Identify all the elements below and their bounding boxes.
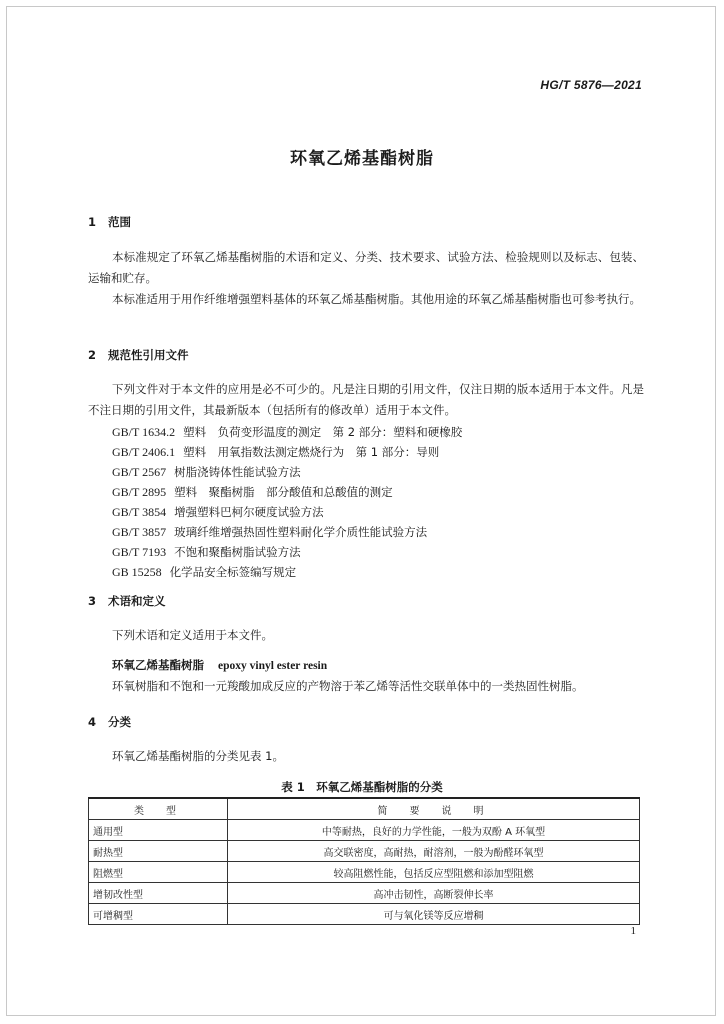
cell-description: 高交联密度，高耐热，耐溶剂，一般为酚醛环氧型 [228,841,640,862]
cell-type: 增韧改性型 [89,883,228,904]
reference-item [112,502,462,522]
document-title: 环氧乙烯基酯树脂 [290,149,434,169]
section-2-intro: 下列文件对于本文件的应用是必不可少的。凡是注日期的引用文件，仅注日期的版本适用于本文件。凡是不注日期的引用文件，其最新版本（包括所有的修改单）适用于本文件。 [88,382,644,417]
reference-title: 塑料 负荷变形温度的测定 第 2 部分：塑料和硬橡胶 [183,425,463,439]
reference-title: 树脂浇铸体性能试验方法 [174,465,301,479]
section-2-heading [88,347,189,363]
term-definition: 环氧树脂和不饱和一元羧酸加成反应的产物溶于苯乙烯等活性交联单体中的一类热固性树脂。 [112,679,584,693]
standard-code: HG/T 5876—2021 [540,78,642,92]
section-number: 4 [88,715,97,729]
normative-reference-list [112,422,462,582]
table-row [89,904,640,925]
classification-table [88,797,640,925]
header-type: 类 型 [89,798,228,820]
reference-item [112,522,462,542]
cell-description: 高冲击韧性，高断裂伸长率 [228,883,640,904]
section-3-intro: 下列术语和定义适用于本文件。 [112,628,273,642]
term-english: epoxy vinyl ester resin [218,660,328,672]
reference-title: 塑料 用氧指数法测定燃烧行为 第 1 部分：导则 [183,445,440,459]
reference-item [112,462,462,482]
cell-description: 中等耐热，良好的力学性能，一般为双酚 A 环氧型 [228,820,640,841]
reference-code: GB/T 2406.1 [112,445,176,459]
reference-title: 玻璃纤维增强热固性塑料耐化学介质性能试验方法 [174,525,428,539]
reference-item [112,562,462,582]
table-row [89,841,640,862]
reference-item [112,422,462,442]
table-row [89,820,640,841]
reference-code: GB/T 3854 [112,505,167,519]
cell-description: 较高阻燃性能，包括反应型阻燃和添加型阻燃 [228,862,640,883]
section-number: 2 [88,348,97,362]
reference-code: GB/T 1634.2 [112,425,176,439]
cell-type: 阻燃型 [89,862,228,883]
section-1-heading [88,214,131,230]
table-row [89,862,640,883]
section-title: 范围 [108,215,131,229]
section-4-intro: 环氧乙烯基酯树脂的分类见表 1。 [112,749,284,763]
section-3-heading [88,593,166,609]
cell-type: 可增稠型 [89,904,228,925]
reference-title: 不饱和聚酯树脂试验方法 [174,545,301,559]
section-number: 1 [88,215,97,229]
reference-code: GB/T 3857 [112,525,167,539]
section-4-heading [88,714,131,730]
cell-type: 通用型 [89,820,228,841]
header-description: 简 要 说 明 [228,798,640,820]
reference-title: 化学品安全标签编写规定 [169,565,297,579]
reference-code: GB 15258 [112,565,162,579]
term-entry [112,657,327,673]
section-title: 术语和定义 [108,594,166,608]
term-chinese: 环氧乙烯基酯树脂 [112,658,204,672]
table-1-caption: 表 1 环氧乙烯基酯树脂的分类 [281,780,443,794]
page-number: 1 [630,925,636,937]
table-header-row [89,798,640,820]
section-title: 规范性引用文件 [108,348,189,362]
reference-title: 塑料 聚酯树脂 部分酸值和总酸值的测定 [174,485,393,499]
section-title: 分类 [108,715,131,729]
cell-type: 耐热型 [89,841,228,862]
reference-item [112,442,462,462]
reference-code: GB/T 2567 [112,465,167,479]
reference-item [112,542,462,562]
reference-title: 增强塑料巴柯尔硬度试验方法 [174,505,324,519]
section-1-paragraph-1: 本标准规定了环氧乙烯基酯树脂的术语和定义、分类、技术要求、试验方法、检验规则以及标志、包装、运输和贮存。 [88,250,644,285]
section-1-paragraph-2: 本标准适用于用作纤维增强塑料基体的环氧乙烯基酯树脂。其他用途的环氧乙烯基酯树脂也可参考执行。 [112,292,641,306]
table-row [89,883,640,904]
cell-description: 可与氧化镁等反应增稠 [228,904,640,925]
reference-item [112,482,462,502]
section-number: 3 [88,594,97,608]
reference-code: GB/T 7193 [112,545,167,559]
reference-code: GB/T 2895 [112,485,167,499]
